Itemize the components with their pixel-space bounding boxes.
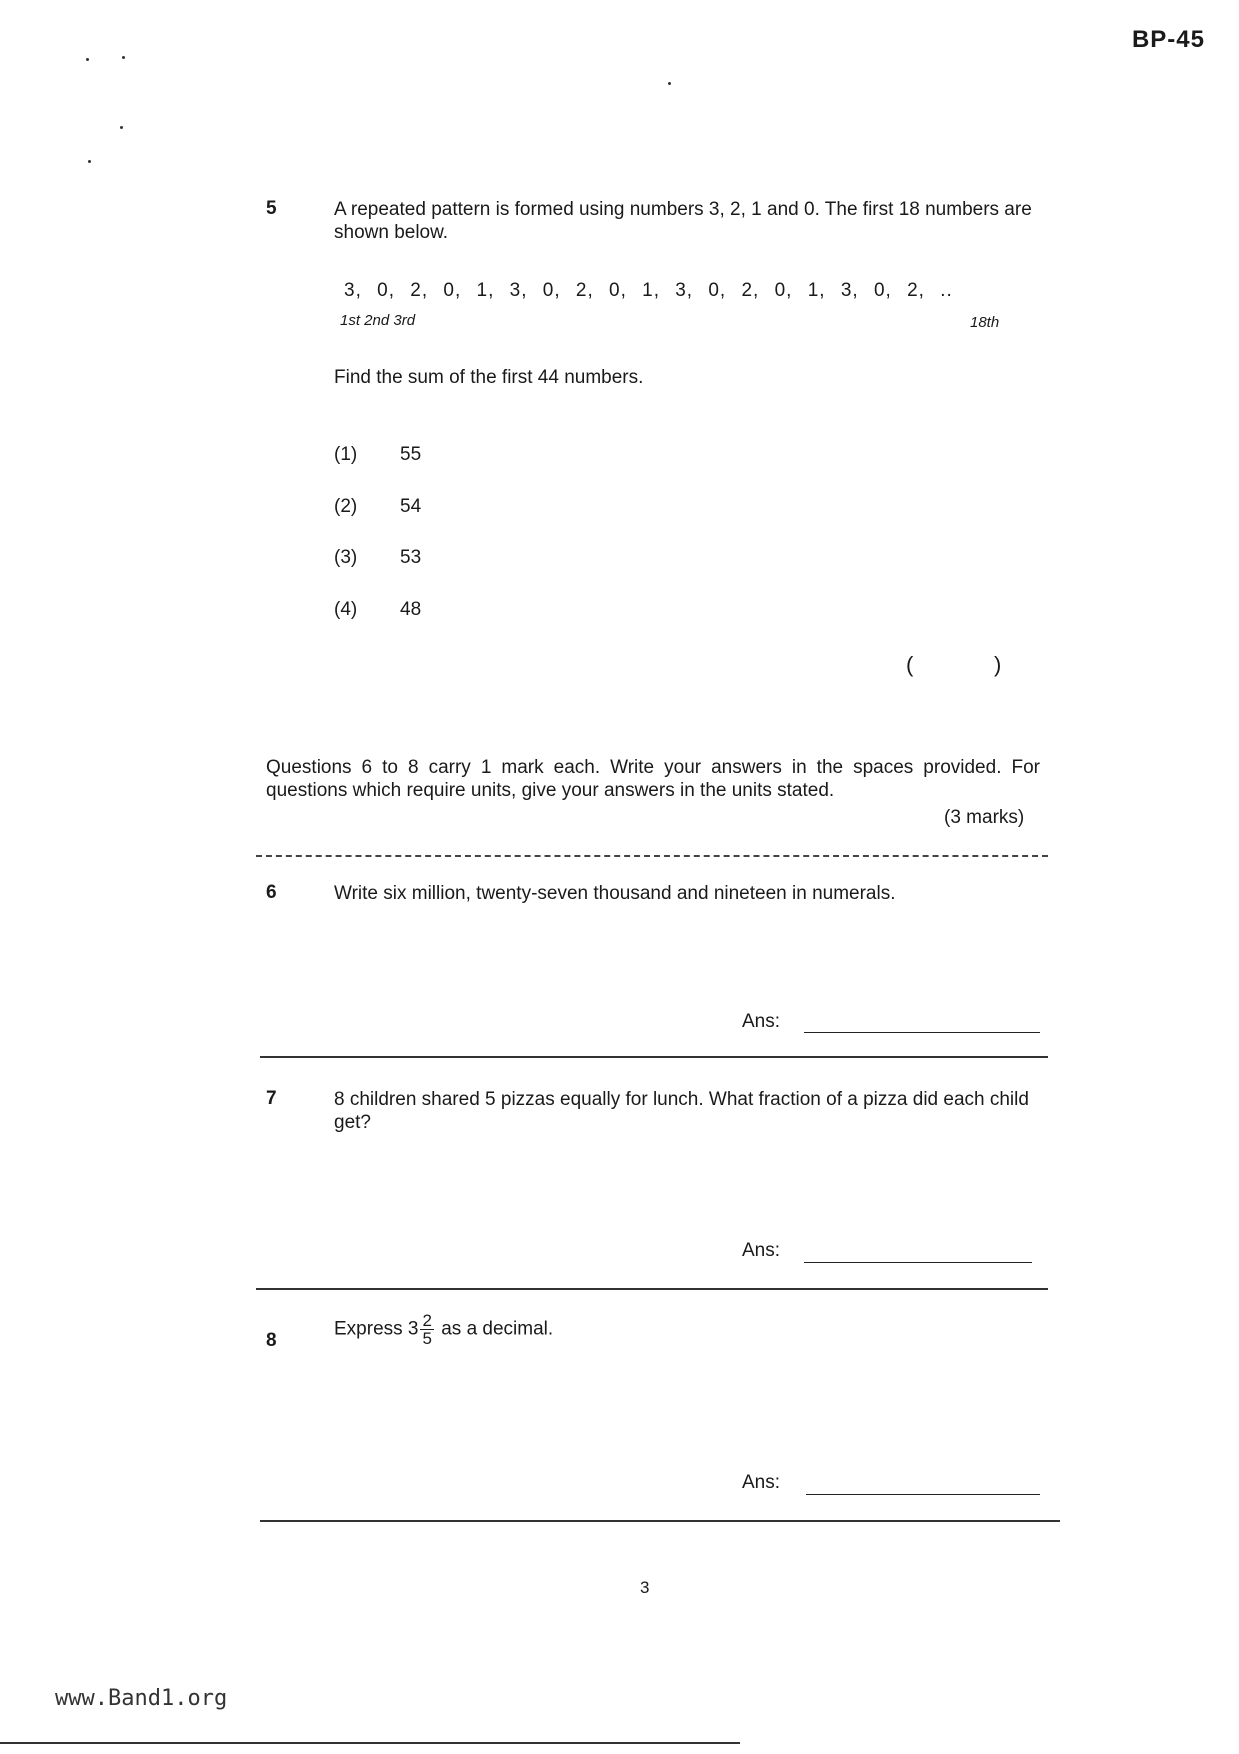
mixed-fraction — [420, 1312, 433, 1347]
question-number: 8 — [266, 1330, 277, 1351]
option-value: 53 — [400, 547, 422, 568]
option-value: 48 — [400, 599, 422, 620]
question-text — [334, 1312, 553, 1347]
answer-bracket-open[interactable]: ( — [906, 652, 914, 677]
option-label: (4) — [334, 599, 358, 620]
page-code: BP-45 — [1131, 26, 1205, 53]
scan-speck — [668, 82, 671, 85]
answer-field[interactable] — [804, 1032, 1040, 1033]
option-value: 54 — [400, 496, 422, 517]
question-text: 8 children shared 5 pizzas equally for lunch. What fraction of a pizza did each child get? — [334, 1089, 1029, 1133]
option-label: (1) — [334, 444, 358, 465]
question-divider — [260, 1056, 1048, 1058]
question-number: 6 — [266, 882, 277, 903]
sequence-ordinals-start: 1st 2nd 3rd — [340, 312, 416, 329]
scan-speck — [86, 58, 89, 61]
question-divider — [260, 1520, 1060, 1522]
footer-url[interactable]: www.Band1.org — [55, 1686, 228, 1711]
question-number: 5 — [266, 198, 277, 219]
scan-speck — [88, 160, 91, 163]
answer-field[interactable] — [806, 1494, 1040, 1495]
section-marks: (3 marks) — [944, 807, 1025, 828]
scan-speck — [122, 56, 125, 59]
number-sequence: 3, 0, 2, 0, 1, 3, 0, 2, 0, 1, 3, 0, 2, 0, 1, 3, 0, 2, .. — [344, 280, 953, 301]
question-text-end: as a decimal. — [441, 1318, 554, 1340]
answer-field[interactable] — [804, 1262, 1032, 1263]
question-text: A repeated pattern is formed using numbers 3, 2, 1 and 0. The first 18 numbers are shown below. — [334, 199, 1032, 243]
section-instructions: Questions 6 to 8 carry 1 mark each. Write your answers in the spaces provided. For questions which require units, give your answers in the units stated. — [266, 757, 1040, 801]
footer-rule — [0, 1742, 740, 1744]
question-text: Write six million, twenty-seven thousand and nineteen in numerals. — [334, 883, 896, 904]
option-value: 55 — [400, 444, 422, 465]
sequence-ordinal-end: 18th — [970, 314, 1000, 331]
page-number: 3 — [640, 1578, 650, 1597]
option-label: (2) — [334, 496, 358, 517]
option-label: (3) — [334, 547, 358, 568]
answer-label: Ans: — [742, 1240, 781, 1261]
question-prompt: Find the sum of the first 44 numbers. — [334, 367, 644, 388]
scan-speck — [120, 126, 123, 129]
question-text-start: Express 3 — [334, 1318, 419, 1340]
fraction-numerator: 2 — [422, 1311, 432, 1330]
section-divider — [256, 855, 1048, 857]
question-divider — [256, 1288, 1048, 1290]
answer-label: Ans: — [742, 1472, 781, 1493]
answer-bracket-close[interactable]: ) — [994, 652, 1002, 677]
answer-label: Ans: — [742, 1011, 781, 1032]
fraction-denominator: 5 — [422, 1329, 432, 1348]
question-number: 7 — [266, 1088, 277, 1109]
